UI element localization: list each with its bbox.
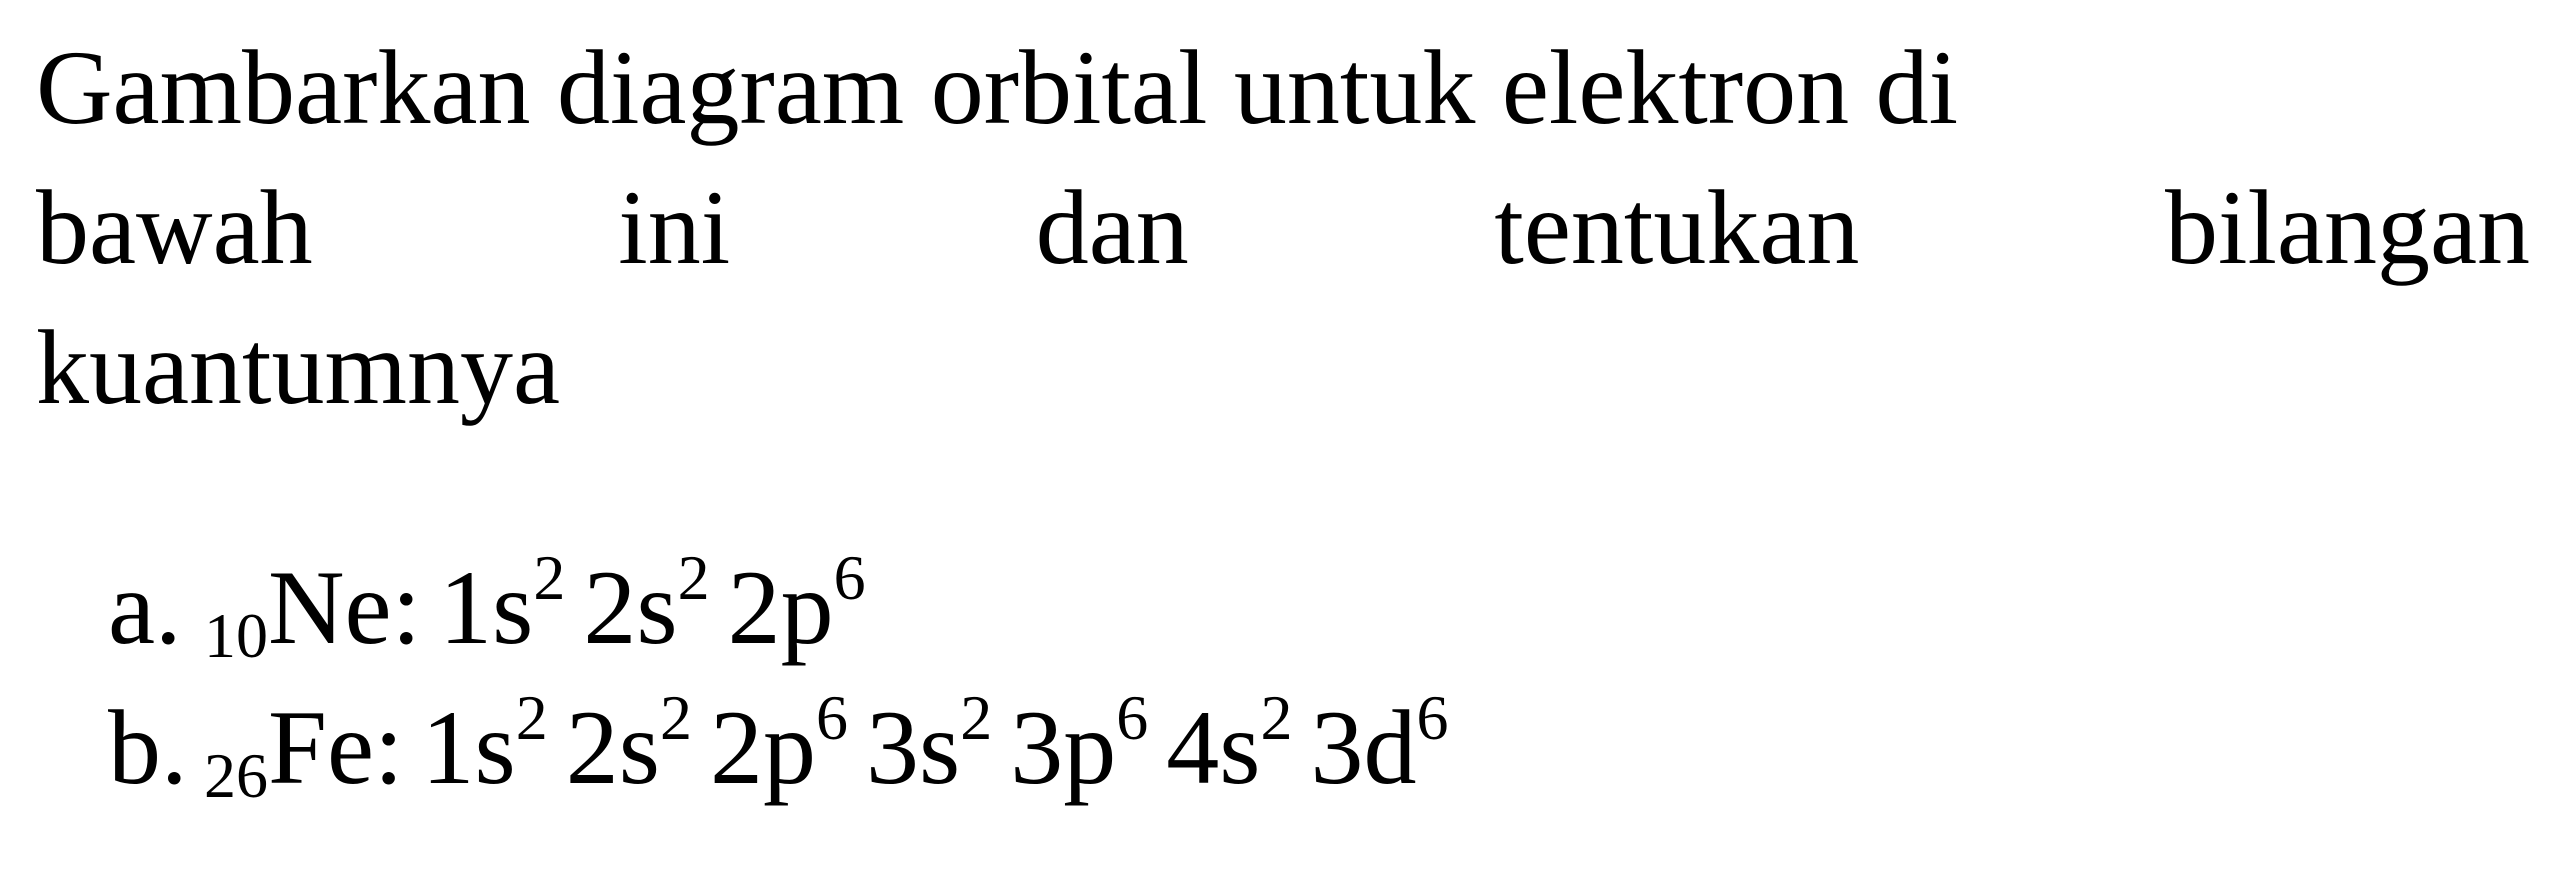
question-word: bilangan <box>2165 169 2530 286</box>
orbital-label: 4s <box>1166 689 1261 806</box>
electron-count: 2 <box>659 682 692 753</box>
question-text <box>36 18 2530 438</box>
element-symbol: Fe: <box>268 689 404 806</box>
config-term <box>565 682 692 806</box>
orbital-label: 2p <box>727 549 834 666</box>
electron-count: 2 <box>677 542 710 613</box>
orbital-label: 2p <box>709 689 816 806</box>
config-term <box>1166 682 1293 806</box>
option-marker: b. <box>108 689 188 806</box>
config-term <box>439 542 566 666</box>
orbital-label: 1s <box>439 549 534 666</box>
config-term <box>727 542 866 666</box>
orbital-label: 1s <box>421 689 516 806</box>
electron-count: 2 <box>515 682 548 753</box>
electron-count: 2 <box>533 542 566 613</box>
question-word: ini <box>618 169 731 286</box>
config-term <box>865 682 993 806</box>
orbital-label: 3p <box>1010 689 1117 806</box>
electron-count: 6 <box>1116 682 1149 753</box>
orbital-label: 3s <box>865 689 961 806</box>
config-term <box>421 682 548 806</box>
question-word: tentukan <box>1494 169 1860 286</box>
question-line-3: kuantumnya <box>36 309 560 426</box>
option-list <box>108 538 1467 818</box>
config-term <box>709 682 848 806</box>
orbital-label: 2s <box>565 689 660 806</box>
config-term <box>583 542 710 666</box>
orbital-label: 3d <box>1310 689 1417 806</box>
option-item-a <box>108 538 1467 678</box>
option-item-b <box>108 678 1467 818</box>
atomic-number: 10 <box>204 600 268 671</box>
atomic-number: 26 <box>204 740 268 811</box>
config-term <box>1310 682 1449 806</box>
element-symbol: Ne: <box>268 549 422 666</box>
orbital-label: 2s <box>583 549 678 666</box>
question-word: dan <box>1035 169 1189 286</box>
electron-count: 2 <box>1260 682 1293 753</box>
config-term <box>1010 682 1149 806</box>
electron-count: 6 <box>815 682 848 753</box>
question-line-2 <box>36 158 2530 298</box>
electron-count: 6 <box>1416 682 1449 753</box>
question-line-1: Gambarkan diagram orbital untuk elektron di <box>36 29 1959 146</box>
question-word: bawah <box>36 169 313 286</box>
option-marker: a. <box>108 549 182 666</box>
electron-count: 2 <box>960 682 993 753</box>
electron-count: 6 <box>833 542 866 613</box>
